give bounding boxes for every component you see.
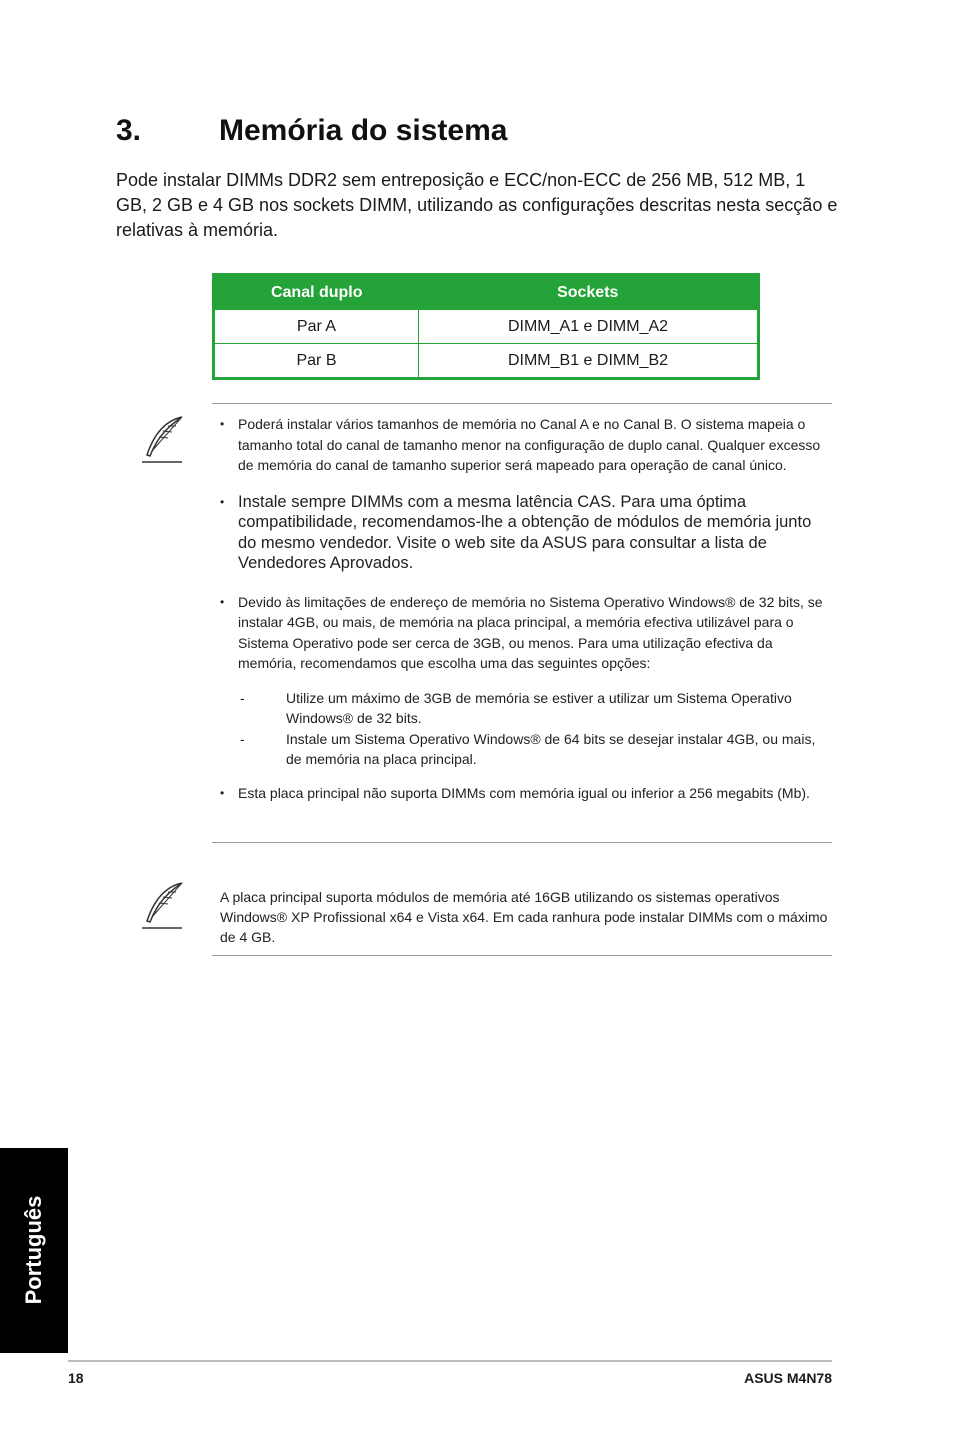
note-bottom-divider [212, 842, 832, 843]
note-item: • Esta placa principal não suporta DIMMs com memória igual ou inferior a 256 megabits (Mb). [216, 783, 832, 804]
language-side-tab [0, 1148, 68, 1353]
note-item [216, 592, 832, 770]
pen-note-icon [138, 880, 188, 930]
table-header-cell: Canal duplo [270, 283, 363, 301]
section-number: 3. [116, 114, 142, 147]
page-number: 18 [68, 1370, 84, 1386]
note-item: • Poderá instalar vários tamanhos de memória no Canal A e no Canal B. O sistema mapeia o tamanho total do canal de tamanho menor na configuração de duplo canal. Qualquer excesso de memória do canal de tamanho superior será mapeado para operação de canal único. [216, 414, 832, 476]
table-header-cell: Sockets [557, 283, 619, 301]
footer-divider [68, 1360, 832, 1362]
sub-option-list [238, 688, 832, 770]
section-title: Memória do sistema [219, 114, 508, 147]
table-row [214, 344, 759, 379]
sub-option: - Utilize um máximo de 3GB de memória se estiver a utilizar um Sistema Operativo Windows® de 32 bits. [238, 688, 832, 729]
note-top-divider [212, 403, 832, 404]
table-cell: DIMM_B1 e DIMM_B2 [419, 344, 759, 379]
language-label: Português [21, 1195, 46, 1305]
sub-option: - Instale um Sistema Operativo Windows® de 64 bits se desejar instalar 4GB, ou mais, de memória na placa principal. [238, 729, 832, 770]
notes-list [216, 414, 832, 803]
pen-note-icon [138, 414, 188, 464]
table-cell: Par A [214, 310, 419, 344]
table-row [214, 310, 759, 344]
table-cell: Par B [214, 344, 419, 379]
product-name: ASUS M4N78 [744, 1370, 832, 1386]
section-heading [116, 114, 507, 148]
table-cell: DIMM_A1 e DIMM_A2 [419, 310, 759, 344]
note2-divider [212, 955, 832, 956]
memory-capacity-note: A placa principal suporta módulos de memória até 16GB utilizando os sistemas operativos Windows® XP Profissional x64 e Vista x64. Em cada ranhura pode instalar DIMMs com o máximo de 4 GB. [220, 889, 828, 945]
intro-paragraph: Pode instalar DIMMs DDR2 sem entreposição e ECC/non-ECC de 256 MB, 512 MB, 1 GB, 2 GB e 4 GB nos sockets DIMM, utilizando as configurações descritas nesta secção e relativas à memória. [116, 170, 838, 240]
note-item-text: Devido às limitações de endereço de memória no Sistema Operativo Windows® de 32 bits, se instalar 4GB, ou mais, de memória na placa principal, a memória efectiva utilizável para o Sistema Operativo pode ser cerca de 3GB, ou menos. Para uma utilização efectiva da memória, recomendamos que escolha uma das seguintes opções: [238, 593, 823, 671]
table-header-row [214, 275, 759, 310]
note-item: • Instale sempre DIMMs com a mesma latência CAS. Para uma óptima compatibilidade, recomendamos-lhe a obtenção de módulos de memória junto do mesmo vendedor. Visite o web site da ASUS para consultar a lista de Vendedores Aprovados. [216, 492, 832, 574]
memory-config-table [212, 273, 760, 380]
